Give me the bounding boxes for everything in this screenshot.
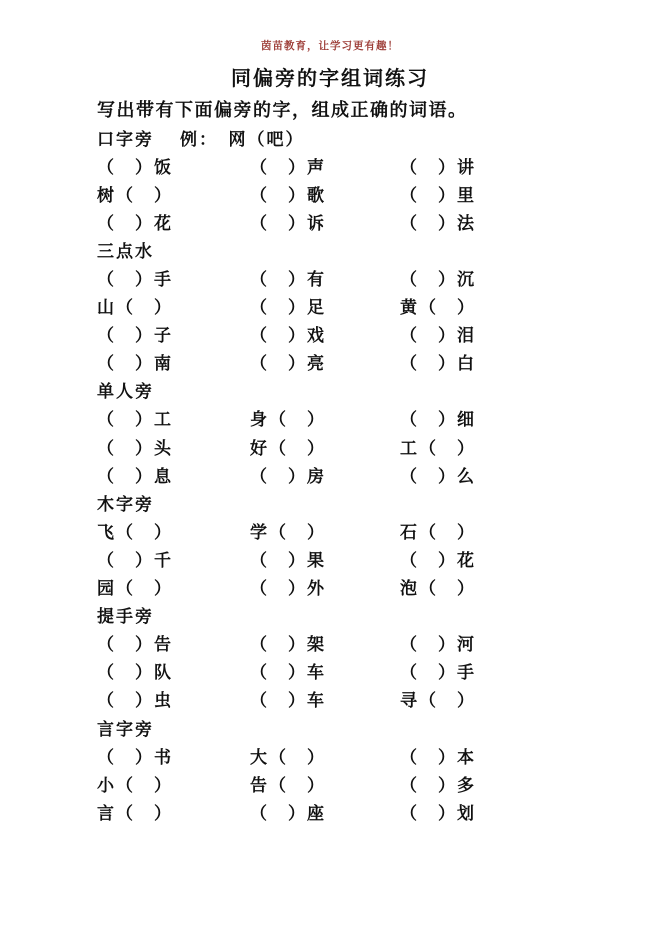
exercise-cell: （ ）花 — [400, 550, 476, 570]
section-header-row — [97, 713, 527, 741]
exercise-row — [97, 741, 527, 769]
exercise-cell: （ ）饭 — [97, 157, 173, 177]
exercise-row — [97, 151, 527, 179]
exercise-cell: （ ）划 — [400, 803, 476, 823]
exercise-cell: （ ）么 — [400, 466, 476, 486]
exercise-cell: （ ）虫 — [97, 691, 173, 711]
exercise-cell: 飞（ ） — [97, 522, 173, 542]
page-title: 同偏旁的字组词练习 — [231, 68, 429, 90]
section-header: 提手旁 — [97, 607, 154, 627]
exercise-cell: 言（ ） — [97, 803, 173, 823]
exercise-cell: 园（ ） — [97, 579, 173, 599]
exercise-cell: 树（ ） — [97, 185, 173, 205]
exercise-cell: （ ）花 — [97, 213, 173, 233]
exercise-row — [97, 460, 527, 488]
exercise-cell: （ ）头 — [97, 438, 173, 458]
section-2 — [97, 235, 527, 375]
exercise-cell: 告（ ） — [250, 775, 326, 795]
section-header-row — [97, 376, 527, 404]
exercise-cell: （ ）手 — [400, 663, 476, 683]
exercise-row — [97, 544, 527, 572]
exercise-cell: 好（ ） — [250, 438, 326, 458]
exercise-row — [97, 179, 527, 207]
exercise-row — [97, 432, 527, 460]
exercise-cell: 泡（ ） — [400, 579, 476, 599]
exercise-cell: （ ）泪 — [400, 326, 476, 346]
exercise-cell: （ ）本 — [400, 747, 476, 767]
section-header: 言字旁 — [97, 719, 154, 739]
exercise-cell: （ ）千 — [97, 550, 173, 570]
exercise-row — [97, 207, 527, 235]
exercise-cell: （ ）细 — [400, 410, 476, 430]
exercise-row — [97, 797, 527, 825]
section-1 — [97, 123, 527, 235]
section-header-row — [97, 488, 527, 516]
section-6 — [97, 713, 527, 825]
exercise-row — [97, 769, 527, 797]
exercise-cell: （ ）座 — [250, 803, 326, 823]
exercise-cell: （ ）白 — [400, 354, 476, 374]
exercise-cell: 工（ ） — [400, 438, 476, 458]
watermark-text: 茵苗教育，让学习更有趣！ — [261, 41, 399, 52]
exercise-cell: 大（ ） — [250, 747, 326, 767]
exercise-cell: （ ）果 — [250, 550, 326, 570]
exercise-cell: （ ）南 — [97, 354, 173, 374]
exercise-cell: （ ）里 — [400, 185, 476, 205]
section-header-row — [97, 123, 527, 151]
exercise-cell: （ ）房 — [250, 466, 326, 486]
exercise-cell: 小（ ） — [97, 775, 173, 795]
section-header: 三点水 — [97, 241, 154, 261]
exercise-row — [97, 516, 527, 544]
exercise-row — [97, 657, 527, 685]
exercise-cell: （ ）工 — [97, 410, 173, 430]
section-header-row — [97, 601, 527, 629]
exercise-cell: （ ）车 — [250, 663, 326, 683]
exercise-cell: 身（ ） — [250, 410, 326, 430]
exercise-cell: （ ）沉 — [400, 270, 476, 290]
exercise-cell: （ ）告 — [97, 635, 173, 655]
exercise-cell: 石（ ） — [400, 522, 476, 542]
exercise-cell: （ ）诉 — [250, 213, 326, 233]
sections — [97, 123, 527, 825]
exercise-row — [97, 292, 527, 320]
exercise-cell: （ ）多 — [400, 775, 476, 795]
section-header-row — [97, 235, 527, 263]
exercise-cell: （ ）架 — [250, 635, 326, 655]
exercise-cell: （ ）车 — [250, 691, 326, 711]
exercise-cell: （ ）亮 — [250, 354, 326, 374]
exercise-cell: （ ）息 — [97, 466, 173, 486]
exercise-cell: （ ）有 — [250, 270, 326, 290]
exercise-row — [97, 685, 527, 713]
exercise-cell: （ ）书 — [97, 747, 173, 767]
section-example: 例： 网（吧） — [180, 129, 305, 149]
section-header: 木字旁 — [97, 494, 154, 514]
exercise-cell: （ ）河 — [400, 635, 476, 655]
exercise-cell: （ ）讲 — [400, 157, 476, 177]
exercise-row — [97, 263, 527, 291]
exercise-cell: （ ）子 — [97, 326, 173, 346]
exercise-cell: （ ）外 — [250, 579, 326, 599]
instruction-text: 写出带有下面偏旁的字，组成正确的词语。 — [97, 100, 468, 120]
section-4 — [97, 488, 527, 600]
exercise-cell: （ ）声 — [250, 157, 326, 177]
section-5 — [97, 601, 527, 713]
section-3 — [97, 376, 527, 488]
exercise-row — [97, 573, 527, 601]
exercise-cell: （ ）手 — [97, 270, 173, 290]
section-header: 口字旁 — [97, 129, 154, 149]
exercise-cell: 学（ ） — [250, 522, 326, 542]
section-header: 单人旁 — [97, 382, 154, 402]
exercise-row — [97, 404, 527, 432]
exercise-cell: （ ）法 — [400, 213, 476, 233]
exercise-cell: 寻（ ） — [400, 691, 476, 711]
exercise-cell: （ ）队 — [97, 663, 173, 683]
exercise-cell: （ ）歌 — [250, 185, 326, 205]
exercise-cell: （ ）足 — [250, 298, 326, 318]
exercise-cell: （ ）戏 — [250, 326, 326, 346]
exercise-row — [97, 629, 527, 657]
exercise-row — [97, 320, 527, 348]
exercise-cell: 山（ ） — [97, 298, 173, 318]
exercise-row — [97, 348, 527, 376]
exercise-cell: 黄（ ） — [400, 298, 476, 318]
